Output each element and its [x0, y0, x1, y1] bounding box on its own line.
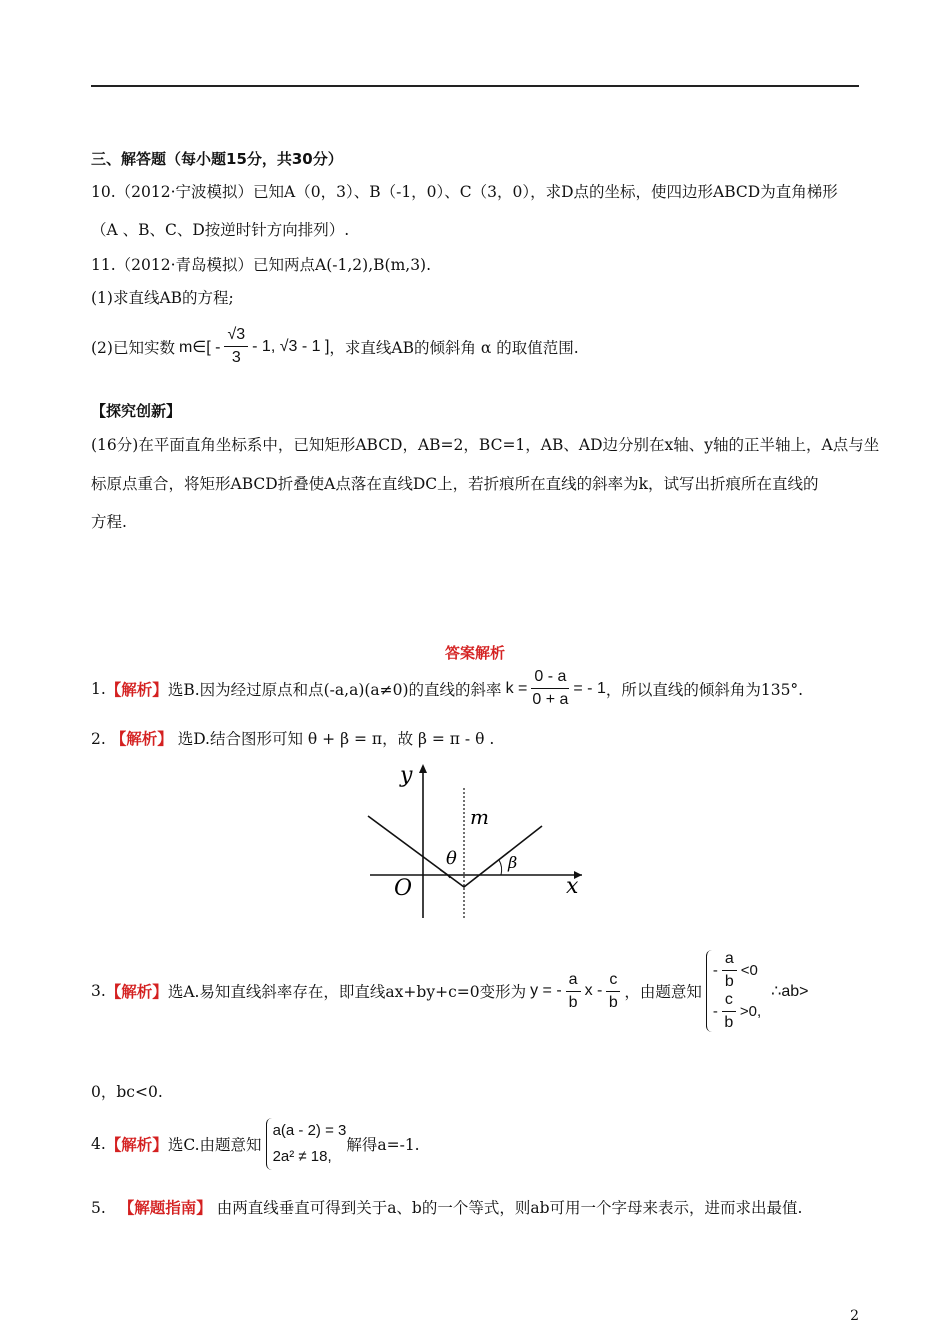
origin-label: O: [394, 876, 413, 901]
answer-1: [91, 668, 803, 709]
q11-frac-den: 3: [231, 349, 241, 366]
theta-arc: [440, 870, 450, 878]
beta-arc: [499, 860, 502, 875]
a3-sys2-num: c: [722, 991, 736, 1012]
a3-tag: 【解析】: [105, 982, 168, 1001]
angle-figure: [360, 760, 590, 920]
a1-text-pre: 选B.因为经过原点和点(-a,a)(a≠0)的直线的斜率: [167, 680, 502, 699]
beta-label: β: [508, 853, 518, 872]
a3-therefore: ∴ab>: [771, 983, 809, 1000]
a3-system: [706, 950, 761, 1032]
a3-sys2-pre: -: [712, 1003, 718, 1020]
a4-number: 4.: [91, 1135, 106, 1153]
a5-tag: 【解题指南】: [118, 1198, 212, 1217]
answer-5: [91, 1196, 802, 1218]
a3-x: x -: [584, 982, 603, 999]
explore-heading: 【探究创新】: [91, 402, 182, 420]
a3-y: y = -: [530, 982, 562, 999]
a1-k: k =: [505, 679, 528, 697]
a4-system-row-1: a(a - 2) = 3: [272, 1122, 347, 1139]
theta-label: θ: [446, 848, 457, 869]
x-label: x: [566, 874, 579, 899]
q11-frac-num: √3: [224, 326, 248, 347]
answer-4: [91, 1118, 420, 1170]
a3-sys1-pre: -: [712, 962, 718, 979]
a3-f2-den: b: [608, 993, 618, 1011]
a4-system-row-2: 2a² ≠ 18,: [272, 1148, 332, 1165]
a5-number: 5.: [91, 1199, 106, 1217]
a2-number: 2.: [91, 730, 106, 748]
a3-number: 3.: [91, 982, 106, 1000]
a3-sys2-fraction: [722, 991, 736, 1032]
a1-frac-num: 0 - a: [531, 668, 569, 689]
a2-tag: 【解析】: [110, 729, 173, 748]
a3-text-mid: ，由题意知: [624, 983, 702, 1001]
a4-text-pre: 选C.由题意知: [167, 1136, 262, 1154]
a3-f2-num: c: [606, 971, 620, 992]
a5-text: 由两直线垂直可得到关于a、b的一个等式，则ab可用一个字母来表示，进而求出最值.: [216, 1199, 803, 1217]
m-label: m: [470, 805, 489, 829]
header-rule: [91, 85, 859, 87]
a1-number: 1.: [91, 679, 106, 698]
a3-f1-num: a: [566, 971, 581, 992]
a3-f1-den: b: [568, 993, 578, 1011]
question-11-part-1: (1)求直线AB的方程;: [91, 289, 234, 307]
a1-fraction: [531, 668, 569, 709]
a1-eq: = - 1: [573, 679, 606, 697]
a4-system: [266, 1118, 347, 1170]
q11-range-open: m∈[ -: [178, 338, 221, 356]
q11-range-close: - 1, √3 - 1 ]: [252, 337, 330, 355]
a3-sys1-post: <0: [740, 962, 758, 979]
a4-tag: 【解析】: [105, 1135, 168, 1154]
a2-text: 选D.结合图形可知 θ + β = π，故 β = π - θ .: [177, 730, 495, 748]
a1-tag: 【解析】: [105, 679, 168, 699]
a1-frac-den: 0 + a: [532, 691, 569, 708]
question-11-part-2: [91, 326, 579, 367]
a3-system-row-1: [713, 950, 761, 991]
y-axis-arrow: [419, 764, 427, 773]
q11-part2-suffix: ，求直线AB的倾斜角 α 的取值范围.: [329, 338, 579, 357]
page-number: 2: [850, 1308, 859, 1324]
a4-text-post: 解得a=-1.: [346, 1136, 420, 1154]
answer-3-continued: 0，bc<0.: [91, 1083, 163, 1101]
section-heading: 三、解答题（每小题15分，共30分）: [91, 150, 343, 168]
explore-line-3: 方程.: [91, 513, 127, 531]
a3-sys1-num: a: [722, 950, 737, 971]
question-11-line-1: 11.（2012·青岛模拟）已知两点A(-1,2),B(m,3).: [91, 256, 432, 274]
a3-sys1-den: b: [724, 973, 734, 990]
a3-sys1-fraction: [722, 950, 737, 991]
a3-fraction-2: [606, 971, 620, 1012]
y-label: y: [400, 763, 413, 788]
a1-text-post: ，所以直线的倾斜角为135°.: [605, 680, 804, 699]
a3-text-pre: 选A.易知直线斜率存在，即直线ax+by+c=0变形为: [167, 983, 527, 1001]
q11-range-fraction: [224, 326, 248, 367]
a3-sys2-den: b: [724, 1014, 734, 1031]
a3-sys2-post: >0,: [739, 1003, 762, 1020]
question-10-line-2: （A 、B、C、D按逆时针方向排列）.: [91, 221, 350, 239]
explore-line-2: 标原点重合，将矩形ABCD折叠使A点落在直线DC上，若折痕所在直线的斜率为k，试写出折痕所在直线的: [91, 475, 819, 493]
question-10-line-1: 10.（2012·宁波模拟）已知A（0，3）、B（-1，0）、C（3，0），求D点的坐标，使四边形ABCD为直角梯形: [91, 183, 838, 201]
a3-system-row-2: [713, 991, 761, 1032]
answer-3: [91, 950, 808, 1032]
explore-line-1: (16分)在平面直角坐标系中，已知矩形ABCD，AB=2，BC=1，AB、AD边分别在x轴、y轴的正半轴上，A点与坐: [91, 436, 880, 454]
a3-fraction-1: [566, 971, 581, 1012]
answer-2: [91, 727, 494, 749]
answers-title: 答案解析: [444, 644, 505, 662]
q11-part2-prefix: (2)已知实数: [91, 338, 175, 357]
